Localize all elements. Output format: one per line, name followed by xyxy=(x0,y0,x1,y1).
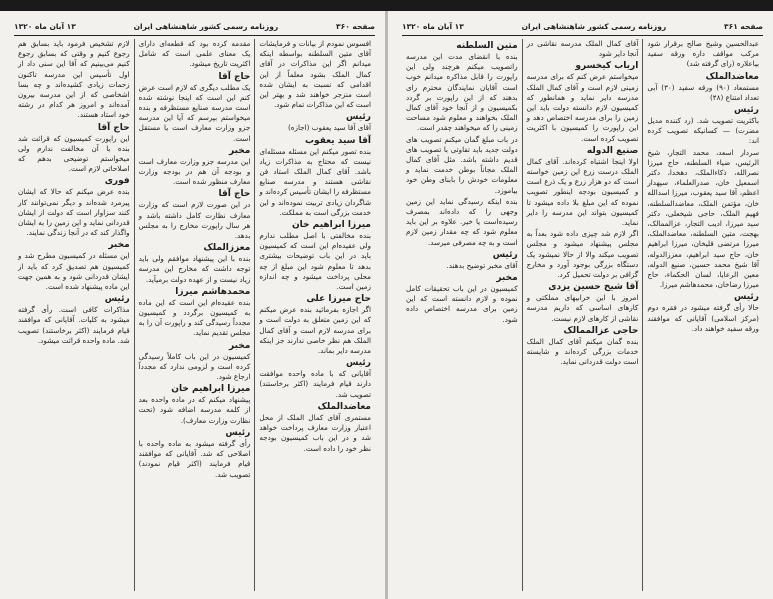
paragraph: اگر لازم شد چیزی داده شود بعداً به مجلس پیشنهاد میشود و مجلس تصویب میکند والا از حالا نمیشود یک دستگاه بزرگی بوجود آورد و مخارج گزافی بر دولت تحمیل کرد. xyxy=(526,229,639,280)
newspaper-title: روزنامه رسمی کشور شاهنشاهی ایران xyxy=(521,21,667,31)
paragraph: امروز با این خرابیهای مملکتی و کارهای اساسی که داریم مدرسه نقاشی از کارهای لازم نیست. xyxy=(526,293,639,323)
paragraph: افسوس نمودم از بیانات و فرمایشات آقای متین السلطنه بواسطه اینکه میدانم اگر این مذاکرات در آقای کمال الملک بشود معلماً از این اقدامی که نسبت به ایشان شده است منزجر خواهند شد و بهتر این است که این مذاکرات تمام شود. xyxy=(259,39,371,110)
speaker-heading: حاج آقا xyxy=(97,122,130,133)
speaker-heading: میرزا ابراهیم خان xyxy=(171,384,251,395)
paragraph: میخواستم عرض کنم که برای مدرسه زمینی لازم است و آقای کمال الملک مدرسه دایر نماید و همانطور که کمیسیون لازم دانسته دولت باید این زمین را برای مدرسه اختصاص دهد و این راپورت را کمیسیون با اکثریت تصویب کرده است. xyxy=(526,72,639,143)
text-columns xyxy=(14,39,375,591)
page-header xyxy=(402,19,763,36)
paragraph: بنده با این پیشنهاد موافقم ولی باید توجه داشت که مخارج این مدرسه زیاد نیست و از عهده دولت برمیآید. xyxy=(138,254,251,284)
paragraph: پیشنهاد میکنم که در ماده واحده بعد از کلمه مدرسه اضافه شود (تحت نظارت وزارت معارف). xyxy=(138,395,251,425)
speaker-heading: آقا سید یعقوب xyxy=(305,135,371,146)
paragraph: بنده عقیده‌ام این است که این ماده به کمیسیون برگردد و کمیسیون مجدداً رسیدگی کند و راپورت آن را به مجلس تقدیم نماید. xyxy=(138,297,251,338)
text-column xyxy=(402,39,523,591)
paragraph: مقدمه کرده بود که قطعه‌ای دارای یک معنای علمی است که شامل اکثریت تاریخ میشود. xyxy=(138,39,251,69)
speaker-heading: معاضدالملک xyxy=(705,71,759,82)
paragraph: آقای آقا سید یعقوب (اجازه) xyxy=(287,123,371,133)
paragraph: آقای مخبر توضیح بدهند. xyxy=(446,260,518,270)
speaker-heading: رئیس xyxy=(104,294,130,305)
speaker-heading: فوری xyxy=(104,176,130,187)
paragraph: یک مطلب دیگری که لازم است عرض کنم این است که اینجا نوشته شده است مدرسه صنایع مستظرفه و بنده میخواستم بپرسم که آیا این مدرسه جزو وزارت معارف است یا مستقل است. xyxy=(138,82,251,143)
newspaper-title: روزنامه رسمی کشور شاهنشاهی ایران xyxy=(133,21,279,31)
paragraph: اولا اینجا اشتباه کرده‌اند. آقای کمال الملک درست زرع این زمین خواسته است که دو هزار زرع و یک ذرع است و کمیسیون بودجه اینطور تصویب نموده که این مبلغ بلا داده میشود تا کمیسیون بتواند این مدرسه را دایر نماید. xyxy=(526,156,639,228)
speaker-heading: رئیس xyxy=(346,358,371,369)
issue-date: ۱۳ آبان ماه ۱۳۲۰ xyxy=(14,21,76,31)
paragraph: این مدرسه جزو وزارت معارف است و بودجه آن هم در بودجه وزارت معارف منظور شده است. xyxy=(138,156,251,187)
speaker-heading: مخبر xyxy=(496,273,518,284)
speaker-heading: رئیس xyxy=(492,249,518,260)
speaker-heading: حاج آقا xyxy=(218,189,251,200)
paragraph: مستمری آقای کمال الملک از محل اعتبار وزارت معارف پرداخت خواهد شد و در این باب کمیسیون بودجه نظر خود را داده است. xyxy=(259,412,371,453)
paragraph: سردار اسعد، محمد التجار، شیخ الرئیس، ضیاء السلطنه، حاج میرزا نصرالله، ذکاءالملک، دهخدا، دکتر اسمعیل خان، صدرالعلماء، سپهدار اعظم، آقا سید یعقوب، میرزا اسدالله خان، مؤتمن الملک، معاضدالسلطنه، فهیم الملک، حاجی شیخعلی، دکتر سید میرزا، ادیب التجار، عزالممالک، بهجت، متین السلطنه، معاضدالملک، میرزا مرتضی قلیخان، میرزا ابراهیم خان، حاج سید ابراهیم، معززالدوله، آقا شیخ محمد حسین، صنیع الدوله، معین الرعایا، لسان الحکماء، حاج میرزا رضاخان، محمدهاشم میرزا. xyxy=(647,147,759,290)
text-column xyxy=(14,39,135,591)
page-number: صفحه ۳۶۰ xyxy=(336,21,375,31)
paragraph: کمیسیون در این باب تحقیقات کامل نموده و لازم دانسته است که این زمین برای مدرسه اختصاص داده شود. xyxy=(405,284,518,324)
page-header xyxy=(14,19,375,36)
paragraph: بنده مخالفتی با اصل مطلب ندارم ولی عقیده‌ام این است که کمیسیون باید در این باب توضیحات بیشتری بدهد تا معلوم شود این مبلغ از چه محلی پرداخت میشود و چه اندازه زمین است. xyxy=(259,231,371,292)
paragraph: رأی گرفته میشود به ماده واحده با اصلاحی که شد. آقایانی که موافقند قیام فرمایند (اکثر قیام نمودند) تصویب شد. xyxy=(138,438,251,479)
speaker-heading: صنیع الدوله xyxy=(586,145,639,156)
paragraph: این راپورت کمیسیون که قرائت شد بنده با آن مخالفت ندارم ولی میخواستم توضیحی بدهم که اصلاحاتی لازم است. xyxy=(17,133,130,174)
right-page xyxy=(388,11,773,599)
paragraph: در باب مبلغ گمان میکنم تصویب های دولت جدید باید تفاوتی با تصویب های قدیم داشته باشد. مثل آقای کمال الملک مجاناً بوطن خدمت نماید و معلومات خودش را بابنای وطن خود بیاموزد. xyxy=(405,134,518,195)
speaker-heading: اریاب کیخسرو xyxy=(575,61,639,72)
speaker-heading: محمدهاشم میرزا xyxy=(175,286,251,297)
paragraph: عبدالحسین وشیخ صالح برقرار شود مرکب مواقف داره ورقه سفید بیاعلاره (رای گرفته شد) xyxy=(647,39,759,69)
paragraph: لازم تشخیص فرمود باید بسابق هم رجوع کنیم و وقتی که بسابق رجوع کنیم می‌بینیم که آقا این سنی داد از اول تأسیس این مدرسه تاکنون زحمات زیادی کشیده‌اند و چه بسا اشخاصی که از این مدرسه بیرون آمده‌اند و امروز هر کدام در رشته خود استاد هستند. xyxy=(17,39,130,120)
page-number: صفحه ۳۶۱ xyxy=(724,21,763,31)
text-column xyxy=(135,39,256,591)
speaker-heading: میرزا ابراهیم خان xyxy=(291,220,371,231)
text-column xyxy=(255,39,375,591)
paragraph: بنده عرض میکنم که حالا که ایشان پیرمرد شده‌اند و دیگر نمی‌توانند کار کنند سزاوار است که دولت از ایشان قدردانی نماید و این زمین را به ایشان واگذار کند که در آنجا زندگی نمایند. xyxy=(17,187,130,238)
paragraph: باکثریت تصویب شد. (رد کننده مدیل مضرت) — کسانیکه تصویب کرده اند: xyxy=(647,116,759,146)
speaker-heading: حاجی عزالممالک xyxy=(563,325,639,336)
speaker-heading: رئیس xyxy=(734,105,759,116)
speaker-heading: رئیس xyxy=(346,112,371,123)
issue-date: ۱۳ آبان ماه ۱۳۲۰ xyxy=(402,21,464,31)
left-page xyxy=(0,11,385,599)
paragraph: آقایانی که با ماده واحده موافقت دارند قیام فرمایند (اکثر برخاستند) تصویب شد. xyxy=(259,369,371,399)
speaker-heading: متین السلطنه xyxy=(456,41,518,51)
speaker-heading: مخبر xyxy=(228,340,251,351)
text-columns xyxy=(402,39,763,591)
speaker-heading: معززالملک xyxy=(203,243,251,254)
speaker-heading: معاضدالملک xyxy=(317,401,371,412)
paragraph: بنده گمان میکنم آقای کمال الملک خدمات بزرگی کرده‌اند و شایسته است دولت قدردانی نماید. xyxy=(526,336,639,367)
speaker-heading: مخبر xyxy=(228,145,251,156)
paragraph: بنده تصور میکنم این مسئله مسئله‌ای نیست که محتاج به مذاکرات زیاد باشد. آقای کمال الملک استاد فن نقاشی هستند و مدرسه صنایع مستظرفه را ایشان تأسیس کرده‌اند و شاگردان زیادی تربیت نموده‌اند و این خدمت بزرگی است به مملکت. xyxy=(259,146,371,217)
paragraph: این مسئله در کمیسیون مطرح شد و کمیسیون هم تصدیق کرد که باید از ایشان قدردانی شود و به همین جهت این ماده پیشنهاد شده است. xyxy=(17,251,130,292)
speaker-heading: حاج آقا xyxy=(218,71,251,82)
paragraph: بنده با انقضای مدت این مدرسه راتصویب میکنم هرچند ولی این راپورت را قابل مذاکره میدانم خوب است آقایان نمایندگان محترم رای بدهند که از این راپورت بر گردد بکمیسیون و از آنجا خود آقای کمال الملک بخواهند و معلوم شود مساحت زمینی را که میخواهند چقدر است. xyxy=(405,52,518,133)
paragraph: بنده اینکه رسیدگی نماید این زمین وجهی را که داده‌اند بمصرف رسیده‌است یا خیر. علاوه بر این باید معلوم شود که چه مقدار زمین لازم است و به چه مصرفی میرسد. xyxy=(405,196,518,247)
speaker-heading: مخبر xyxy=(108,240,130,251)
speaker-heading: رئیس xyxy=(225,427,251,438)
speaker-heading: حاج میرزا علی xyxy=(306,294,371,305)
text-column xyxy=(643,39,763,591)
paragraph: آقای کمال الملک مدرسه نقاشی در آنجا دایر شود xyxy=(526,39,639,59)
paragraph: مذاکرات کافی است. رأی گرفته میشود به کلیات. آقایانی که موافقند قیام فرمایند (اکثر برخاستند) تصویب شد. ماده واحده قرائت میشود. xyxy=(17,305,130,345)
paragraph: اگر اجازه بفرمائید بنده عرض میکنم که این زمین متعلق به دولت است و برای مدرسه لازم است و آقای کمال الملک هم نظر خاصی ندارند جز اینکه مدرسه دایر بماند. xyxy=(259,305,371,356)
speaker-heading: آقا شیخ حسین یزدی xyxy=(548,282,639,293)
text-column xyxy=(523,39,644,591)
scan-top-edge xyxy=(0,0,773,11)
paragraph: کمیسیون در این باب کاملاً رسیدگی کرده است و لزومی ندارد که مجدداً ارجاع شود. xyxy=(138,351,251,382)
speaker-heading: رئیس xyxy=(734,292,759,303)
paragraph: حالا رأی گرفته میشود در فقره دوم (مرکز اسلامی) آقایانی که موافقند ورقه سفید خواهند داد. xyxy=(647,303,759,333)
paragraph: در این صورت لازم است که وزارت معارف نظارت کامل داشته باشد و هر سال راپورت مخارج را به مجلس بدهد. xyxy=(138,200,251,241)
paragraph: مستمعاد (۹۰) ورقه سفید (۳۰) آبی تعداد امتناع (۴۸) xyxy=(647,82,759,102)
